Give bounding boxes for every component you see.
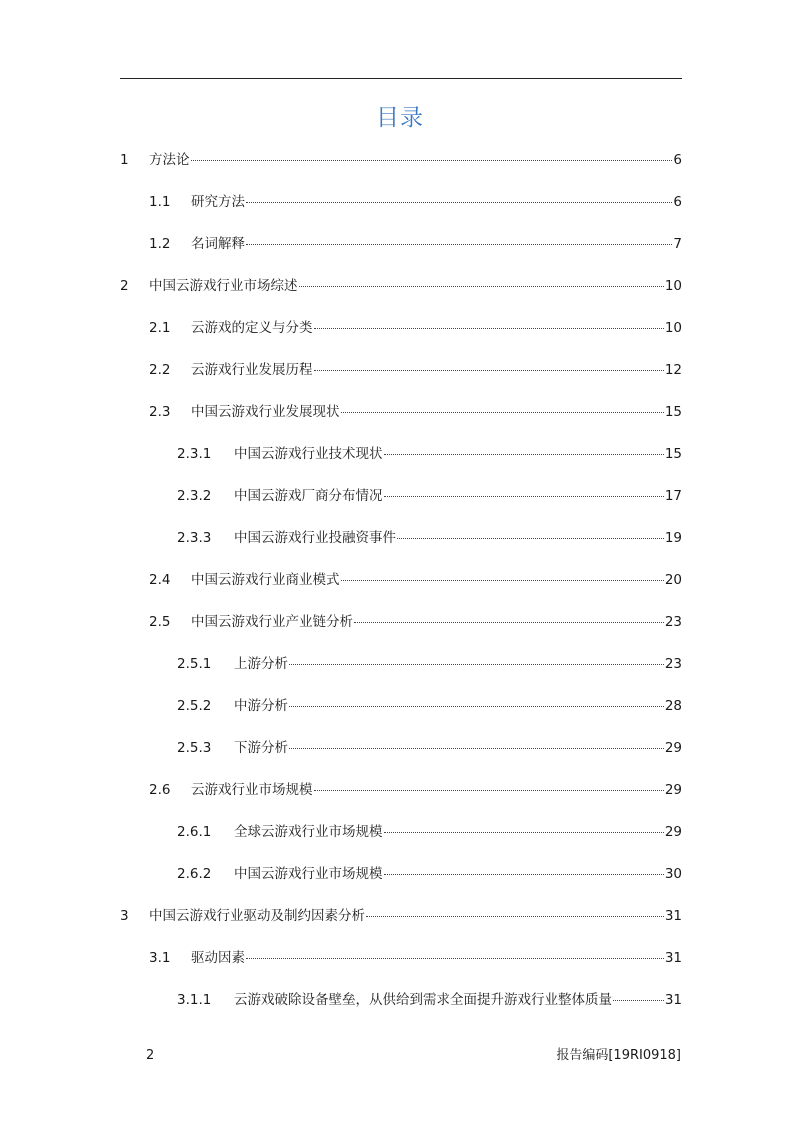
toc-entry-number: 2.3.2 (177, 488, 212, 504)
toc-entry-page: 7 (673, 236, 682, 252)
toc-dot-leader (384, 454, 664, 455)
toc-entry-title: 中国云游戏行业投融资事件 (234, 530, 396, 546)
toc-entry-number: 2.3.1 (177, 446, 212, 462)
toc-entry-title: 名词解释 (191, 236, 245, 252)
toc-entry[interactable] (177, 822, 682, 842)
toc-dot-leader (384, 874, 664, 875)
toc-dot-leader (366, 916, 664, 917)
toc-dot-leader (314, 328, 664, 329)
toc-entry-number: 2.5.3 (177, 740, 212, 756)
toc-entry-page: 6 (673, 152, 682, 168)
toc-dot-leader (613, 1000, 664, 1001)
toc-entry-title: 中国云游戏厂商分布情况 (234, 488, 383, 504)
toc-entry-page: 31 (664, 908, 682, 924)
toc-entry-number: 1.2 (149, 236, 171, 252)
toc-entry-number: 1 (120, 152, 129, 168)
toc-entry-number: 2 (120, 278, 129, 294)
toc-entry-title: 研究方法 (191, 194, 245, 210)
toc-entry-page: 28 (664, 698, 682, 714)
toc-dot-leader (299, 286, 664, 287)
toc-entry-title: 方法论 (149, 152, 190, 168)
toc-dot-leader (384, 832, 664, 833)
toc-entry-title: 驱动因素 (191, 950, 245, 966)
toc-entry-page: 29 (664, 740, 682, 756)
toc-entry[interactable] (149, 318, 682, 338)
toc-entry-page: 10 (664, 320, 682, 336)
footer-page-number: 2 (146, 1048, 155, 1063)
toc-dot-leader (191, 160, 673, 161)
toc-dot-leader (354, 622, 664, 623)
toc-entry-title: 中国云游戏行业驱动及制约因素分析 (149, 908, 365, 924)
toc-entry[interactable] (177, 528, 682, 548)
toc-entry[interactable] (177, 486, 682, 506)
toc-dot-leader (246, 244, 672, 245)
toc-entry-number: 1.1 (149, 194, 171, 210)
toc-entry-page: 29 (664, 782, 682, 798)
toc-entry-title: 下游分析 (234, 740, 288, 756)
toc-entry[interactable] (149, 360, 682, 380)
toc-entry-number: 2.6.2 (177, 866, 212, 882)
toc-dot-leader (314, 790, 664, 791)
toc-entry-number: 2.3 (149, 404, 171, 420)
toc-dot-leader (246, 202, 672, 203)
toc-entry-title: 中国云游戏行业技术现状 (234, 446, 383, 462)
toc-dot-leader (289, 664, 664, 665)
toc-entry[interactable] (177, 444, 682, 464)
toc-entry-title: 全球云游戏行业市场规模 (234, 824, 383, 840)
toc-entry-page: 10 (664, 278, 682, 294)
toc-entry-title: 中国云游戏行业商业模式 (191, 572, 340, 588)
toc-entry-number: 2.1 (149, 320, 171, 336)
toc-entry-title: 云游戏行业市场规模 (191, 782, 313, 798)
toc-entry[interactable] (149, 570, 682, 590)
toc-entry[interactable] (120, 906, 682, 926)
toc-entry-page: 12 (664, 362, 682, 378)
toc-entry-number: 2.5 (149, 614, 171, 630)
toc-entry-title: 中国云游戏行业发展现状 (191, 404, 340, 420)
footer-report-code: 报告编码[19RI0918] (556, 1048, 681, 1063)
toc-title: 目录 (376, 105, 424, 131)
toc-dot-leader (289, 706, 664, 707)
toc-entry[interactable] (149, 780, 682, 800)
toc-entry[interactable] (149, 234, 682, 254)
toc-entry-page: 23 (664, 656, 682, 672)
toc-entry[interactable] (149, 402, 682, 422)
toc-entry[interactable] (120, 150, 682, 170)
toc-entry[interactable] (177, 738, 682, 758)
toc-dot-leader (314, 370, 664, 371)
toc-entry-page: 23 (664, 614, 682, 630)
toc-dot-leader (397, 538, 664, 539)
toc-entry-title: 云游戏的定义与分类 (191, 320, 313, 336)
toc-entry-page: 29 (664, 824, 682, 840)
toc-entry-number: 2.2 (149, 362, 171, 378)
toc-dot-leader (341, 580, 664, 581)
toc-entry-title: 上游分析 (234, 656, 288, 672)
toc-entry[interactable] (149, 612, 682, 632)
toc-entry-page: 6 (673, 194, 682, 210)
toc-entry-number: 2.6 (149, 782, 171, 798)
toc-entry-number: 2.3.3 (177, 530, 212, 546)
toc-entry-title: 云游戏破除设备壁垒，从供给到需求全面提升游戏行业整体质量 (234, 992, 612, 1008)
toc-entry-title: 中游分析 (234, 698, 288, 714)
toc-entry[interactable] (149, 192, 682, 212)
toc-entry-page: 31 (664, 992, 682, 1008)
toc-entry-title: 中国云游戏行业产业链分析 (191, 614, 353, 630)
toc-entry-page: 20 (664, 572, 682, 588)
toc-entry[interactable] (120, 276, 682, 296)
toc-entry[interactable] (149, 948, 682, 968)
toc-entry[interactable] (177, 990, 682, 1010)
toc-entry-page: 17 (664, 488, 682, 504)
toc-dot-leader (289, 748, 664, 749)
toc-entry-title: 中国云游戏行业市场综述 (149, 278, 298, 294)
toc-entry-number: 3.1 (149, 950, 171, 966)
toc-entry-number: 2.5.1 (177, 656, 212, 672)
toc-entry-title: 云游戏行业发展历程 (191, 362, 313, 378)
toc-entry[interactable] (177, 864, 682, 884)
toc-entry-title: 中国云游戏行业市场规模 (234, 866, 383, 882)
toc-entry[interactable] (177, 696, 682, 716)
toc-entry-page: 15 (664, 446, 682, 462)
toc-dot-leader (246, 958, 664, 959)
toc-entry-page: 19 (664, 530, 682, 546)
toc-dot-leader (384, 496, 664, 497)
toc-entry-page: 15 (664, 404, 682, 420)
toc-entry-page: 30 (664, 866, 682, 882)
toc-entry[interactable] (177, 654, 682, 674)
toc-entry-page: 31 (664, 950, 682, 966)
toc-entry-number: 2.6.1 (177, 824, 212, 840)
toc-entry-number: 3 (120, 908, 129, 924)
toc-entry-number: 3.1.1 (177, 992, 212, 1008)
toc-dot-leader (341, 412, 664, 413)
toc-entry-number: 2.5.2 (177, 698, 212, 714)
toc-entry-number: 2.4 (149, 572, 171, 588)
